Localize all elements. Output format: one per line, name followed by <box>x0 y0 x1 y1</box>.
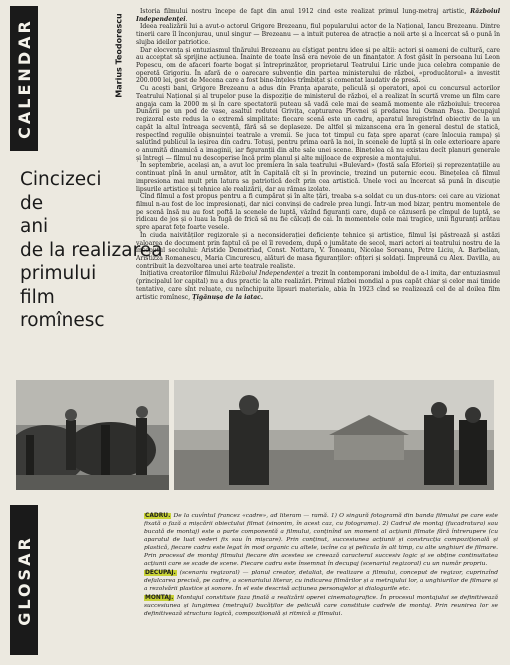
section-tab-glosar <box>10 505 38 655</box>
section-label-calendar: CALENDAR <box>14 18 34 139</box>
author-byline <box>112 10 126 100</box>
glossary-definition: (scenariu regizoral) — planul creator, detaliat, de realizare a filmului, conceput de regizor, cuprinzînd defalcarea precisă, pe cadre, a scenariului literar, cu indicarea filmărilor și a metrajului lor, a unghiurilor de filmare și a rezolvării plastice și sonore. În el este descrisă acțiunea personajelor și dialogurile etc. <box>144 570 498 592</box>
glossary-entry <box>144 512 498 568</box>
headline-line: Cincizeci <box>20 169 102 190</box>
glossary-term: MONTAJ. <box>145 595 174 601</box>
glossary-entry <box>144 594 498 618</box>
section-tab-calendar <box>10 6 38 151</box>
village-scene-image <box>174 380 494 490</box>
glossary-definition: De la cuvîntul francez «cadre», ad literam — ramă. 1) O singură fotogramă din banda filmului pe care este fixată o fază a mișcării obiectului filmat (sinonim, în acest caz, cu fotograma). 2) Cadrul de montaj (fucadratura) sau bucată de montaj) este o parte componentă a filmului, conținînd un moment al acțiunii filmate fără întrerupere (cu aparatul de luat vederi fix sau în mișcare). Prin conținut, succesiunea acțiunii și construcția compozițională și plastică, fiecare cadru este legat în mod organic cu altele, iscîne ca și pelicula în alt timp, cu alte unghiuri de filmare. Prin procesul de montaj filmului fiecare din acestea se creează caracterul succesiv logic și se obține continuitatea acțiunii care se scade de scene. Fiecare cadru este însemnat în decupaj (scenariul regizoral) cu un număr propriu. <box>144 513 498 567</box>
article-paragraph: Cînd filmul a fost propus pentru a fi cumpărat și în alte țări, treaba s-a soldat cu un dus-ntors: cei care au vizionat filmul n-au fost de loc impresionați, dar nici convinși de cadrele prea lungi. Într-un mod bizar, pentru momentele de pe scenă însă nu au fost poftă la scenele de luptă, văzînd figuranți care, după ce căzuseră pe cîmpul de luptă, se ridicau de jos și o luau la fugă de frică să nu fie călcați de cai. În momentele cele mai tragice, unii figuranți arătau spre aparat fețe foarte vesele. <box>136 193 500 232</box>
headline-line: film <box>20 286 55 308</box>
author-name: Marius Teodorescu <box>114 12 124 98</box>
glossary-definition: Montajul constituie faza finală a realizării operei cinematografice. În procesul montajului se definitivează succesiunea și lungimea (metrajul) bucăților de peliculă care constituie cadrele de montaj. Prin reunirea lor se definitivează structura logică, compozițională și ritmică a filmului. <box>144 595 498 617</box>
glossary-entry <box>144 569 498 593</box>
article-headline <box>20 168 163 333</box>
section-label-glosar: GLOSAR <box>14 534 34 626</box>
film-still-battle-photo <box>16 380 169 490</box>
glossary-term: DECUPAJ. <box>145 570 176 576</box>
headline-line: primului <box>20 263 97 284</box>
article-paragraph: Ideea realizării lui a avut-o actorul Grigore Brezeanu, fiul popularului actor de la Național, Iancu Brezeanu. Dintre tinerii care îl înconjurau, unul singur — Brezeanu — a intuit puterea de atracție a noii arte și a încercat să o pună în slujba ideilor patriotice. <box>136 23 500 46</box>
article-paragraph: Dar elocvența și entuziasmul tînărului Brezeanu au cîștigat pentru idee și pe alții: actori și oameni de cultură, care au acceptat să sprijine acțiunea. Înainte de toate însă era nevoie de un finanțator. A fost găsit în persoana lui Leon Popescu, om de afaceri foarte bogat și întreprinzător, proprietarul Teatrului Liric unde juca celebra companie de operetă Grigoriu. În afară de o oarecare subvenție din partea ministerului de război, «producătorul» a investit 200.000 lei, gest de Mecena care a fost bine-înțeles trîmbițat și comentat laudativ de presă. <box>136 46 500 85</box>
headline-line: de <box>20 192 44 214</box>
headline-line: de la realizarea <box>20 239 163 261</box>
article-paragraph: Istoria filmului nostru începe de fapt din anul 1912 cind este realizat primul lung-metraj artistic, Războiul Independenței. <box>136 8 500 23</box>
article-paragraph: În ciuda naivităților regizorale și a neconsiderației deficiențe tehnice și artistice, filmul își păstrează și astăzi valoarea de document prin faptul că pe el îl revedem, după o jumătate de secol, mari actori ai teatrului nostru de la începutul secolului: Aristide Demetriad, Const. Nottara, V. Toneanu, Nicolae Soreanu, Petre Liciu, A. Barbelian, Aristizza Romanescu, Maria Cincurescu, alături de masa figuranților: ofițeri și soldați. Împreună cu Alex. Davilla, au contribuit la dezvoltarea unei arte teatrale realiste. <box>136 231 500 270</box>
article-paragraph: Cu acești bani, Grigore Brezeanu a adus din Franța aparate, peliculă și operatori, apoi cu concursul actorilor Teatrului Național și al trupelor puse la dispoziție de ministerul de război, el a realizat în scurtă vreme un film care angaja cam la 2000 m și în care spectatorii puteau să vadă cele mai de seamă momente ale războiului: trecerea Dunării pe un pod de vase, asaltul redutei Grivița, capturarea Plevnei și predarea lui Osman Pașa. Decupajul regizoral este redus la o extremă simplitate: fiecare scenă este un cadru, aparatul înregistrînd obiectiv de la un capăt la altul întreaga secvență, fără să se deplaseze. De altfel și mizanscena era în general destul de statică, respectînd regulile obișnuinței teatrale a vremii. Se juca tot timpul cu fața spre aparat (care înlocuia rampa) și salutînd publicul la ieșirea din cadru. Totuși, pentru prima oară la noi, în scenele de luptă și în cele exterioare apare o anumită dinamică a imaginii, iar figuranții din alte sale unei scene. Binețelea că nu existau decît planuri generale și întregi — filmul nu descoperise încă prim planul și alte mijloace de expresie a montajului. <box>136 85 500 162</box>
article-paragraph: Inițiativa creatorilor filmului Războiul Independenței a trezit în contemporani imboldul de a-l imita, dar entuziasmul (principalul lor capital) nu a dus practic la alte realizări. Primul război mondial a pus capăt chiar și celor mai timide tentative, care sînt reluate, cu neînchipuite lipsuri materiale, abia în 1923 cînd se realizează cel de al doilea film artistic romînesc, Țigănușa de la iatac. <box>136 270 500 301</box>
glossary-term: CADRU. <box>145 513 171 519</box>
glossary <box>144 512 498 660</box>
headline-line: ani <box>20 216 49 237</box>
film-still-village-photo <box>174 380 494 490</box>
article-paragraph: În septembrie, același an, a avut loc premiera în sala teatrului «Bulevard» (fostă sala Eforiei) și reprezentațiile au continuat pînă în anul următor, atît în Capitală cît și în provincie, trezind un puternic ecou. Binețelea că filmul impresiona mai mult prin latura sa patriotică decît prin cea artistică. Unele voci au încercat să pună în discuție lipsurile artistice și tehnice ale realizării, dar au rămas izolate. <box>136 162 500 193</box>
article-body <box>136 8 500 363</box>
headline-line: romînesc <box>20 310 105 331</box>
battle-scene-image <box>16 380 169 490</box>
